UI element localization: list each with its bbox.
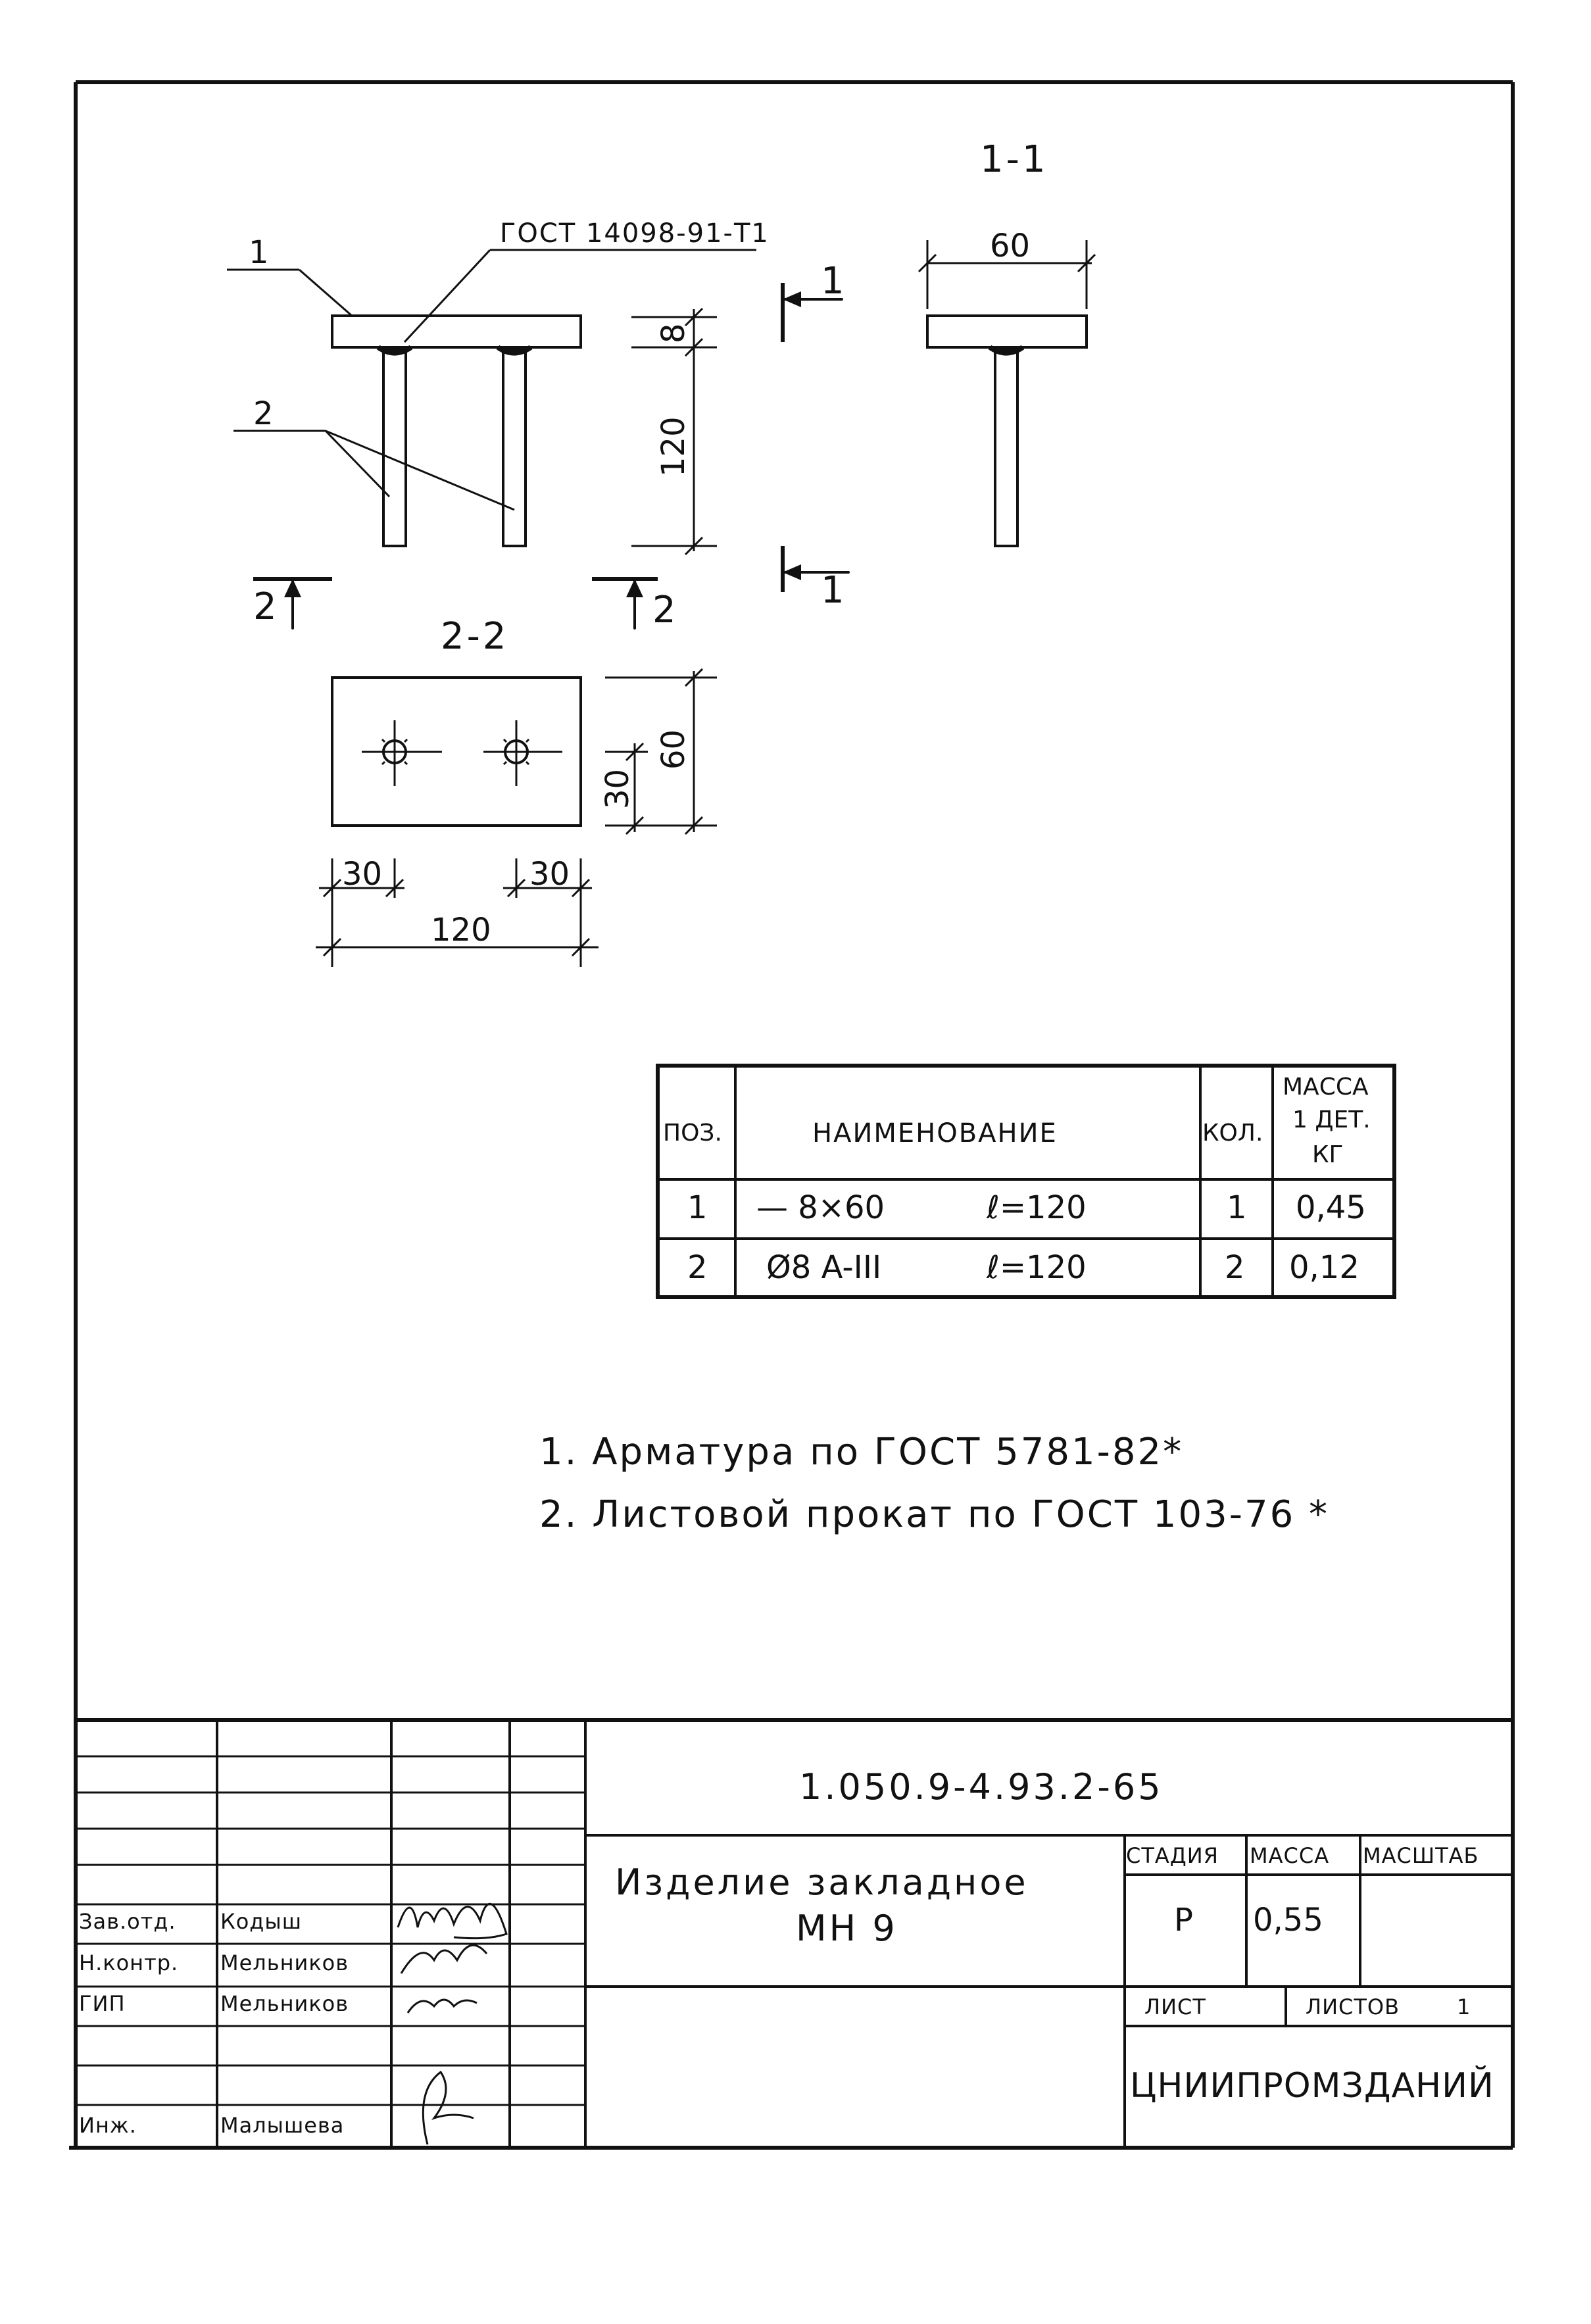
cut-marks-1-1	[783, 283, 848, 592]
spec-row-2-pos: 2	[687, 1249, 708, 1286]
stage-value: Р	[1174, 1902, 1193, 1939]
spec-row-1-pos: 1	[687, 1189, 708, 1226]
signature-role-4: Инж.	[79, 2113, 137, 2138]
front-view-plate	[332, 316, 581, 347]
spec-row-1-mass: 0,45	[1296, 1189, 1366, 1226]
cut-label-1-bottom: 1	[821, 569, 847, 612]
dim-section-2-2-length: 120	[431, 912, 491, 949]
handwritten-signatures	[398, 1904, 506, 2144]
spec-header-name: НАИМЕНОВАНИЕ	[812, 1118, 1058, 1149]
scale-label: МАСШТАБ	[1363, 1843, 1479, 1868]
callout-pos-2: 2	[253, 395, 274, 432]
dim-edge-left: 30	[342, 856, 383, 893]
stage-label: СТАДИЯ	[1126, 1843, 1219, 1868]
dim-front-height: 120	[655, 416, 692, 477]
mass-label: МАССА	[1250, 1843, 1330, 1868]
spec-row-2-name: Ø8 A-III	[766, 1249, 882, 1286]
spec-header-mass-3: КГ	[1312, 1141, 1344, 1168]
item-mark: МН 9	[796, 1908, 898, 1949]
section-2-2-dimensions	[316, 669, 717, 967]
item-name: Изделие закладное	[615, 1862, 1029, 1903]
spec-header-pos: ПОЗ.	[663, 1120, 722, 1147]
cut-label-2-left: 2	[253, 585, 280, 628]
spec-row-2-length: ℓ=120	[987, 1249, 1087, 1286]
spec-header-mass-1: МАССА	[1283, 1074, 1369, 1100]
section-1-1-view	[919, 240, 1095, 546]
sheets-count: 1	[1457, 1994, 1471, 2019]
signature-name-3: Мельников	[220, 1991, 349, 2016]
dim-plate-thickness: 8	[655, 323, 692, 343]
spec-row-1-qty: 1	[1227, 1189, 1247, 1226]
spec-row-1-length: ℓ=120	[987, 1189, 1087, 1226]
note-2: 2. Листовой прокат по ГОСТ 103-76 *	[539, 1493, 1330, 1536]
signature-name-1: Кодыш	[220, 1909, 302, 1934]
signature-name-4: Малышева	[220, 2113, 345, 2138]
section-2-2-view	[332, 678, 581, 826]
cut-label-1-top: 1	[821, 260, 847, 303]
sheet-label: ЛИСТ	[1144, 1994, 1206, 2019]
spec-row-2-qty: 2	[1225, 1249, 1245, 1286]
callout-weld-standard: ГОСТ 14098-91-Т1	[500, 218, 770, 249]
doc-number: 1.050.9-4.93.2-65	[799, 1766, 1163, 1808]
organization-name: ЦНИИПРОМЗДАНИЙ	[1130, 2066, 1494, 2106]
spec-row-2-mass: 0,12	[1289, 1249, 1359, 1286]
signature-role-2: Н.контр.	[79, 1950, 179, 1975]
dim-edge-right: 30	[529, 856, 570, 893]
signature-role-3: ГИП	[79, 1991, 126, 2016]
dim-section-1-1-width: 60	[990, 228, 1031, 264]
signature-name-2: Мельников	[220, 1950, 349, 1975]
callout-pos-1: 1	[249, 234, 269, 271]
front-view-bars	[378, 347, 531, 546]
note-1: 1. Арматура по ГОСТ 5781-82*	[539, 1431, 1184, 1473]
dim-section-2-2-half: 30	[599, 768, 636, 809]
spec-row-1-name: — 8×60	[756, 1189, 885, 1226]
section-1-1-title: 1-1	[980, 138, 1048, 181]
sheets-label: ЛИСТОВ	[1306, 1994, 1400, 2019]
cut-label-2-right: 2	[652, 589, 679, 631]
spec-header-mass-2: 1 ДЕТ.	[1292, 1106, 1371, 1133]
mass-value: 0,55	[1253, 1902, 1323, 1939]
dim-section-2-2-width: 60	[655, 729, 692, 770]
signature-role-1: Зав.отд.	[79, 1909, 176, 1934]
spec-header-qty: КОЛ.	[1202, 1120, 1263, 1147]
section-2-2-title: 2-2	[441, 615, 509, 658]
